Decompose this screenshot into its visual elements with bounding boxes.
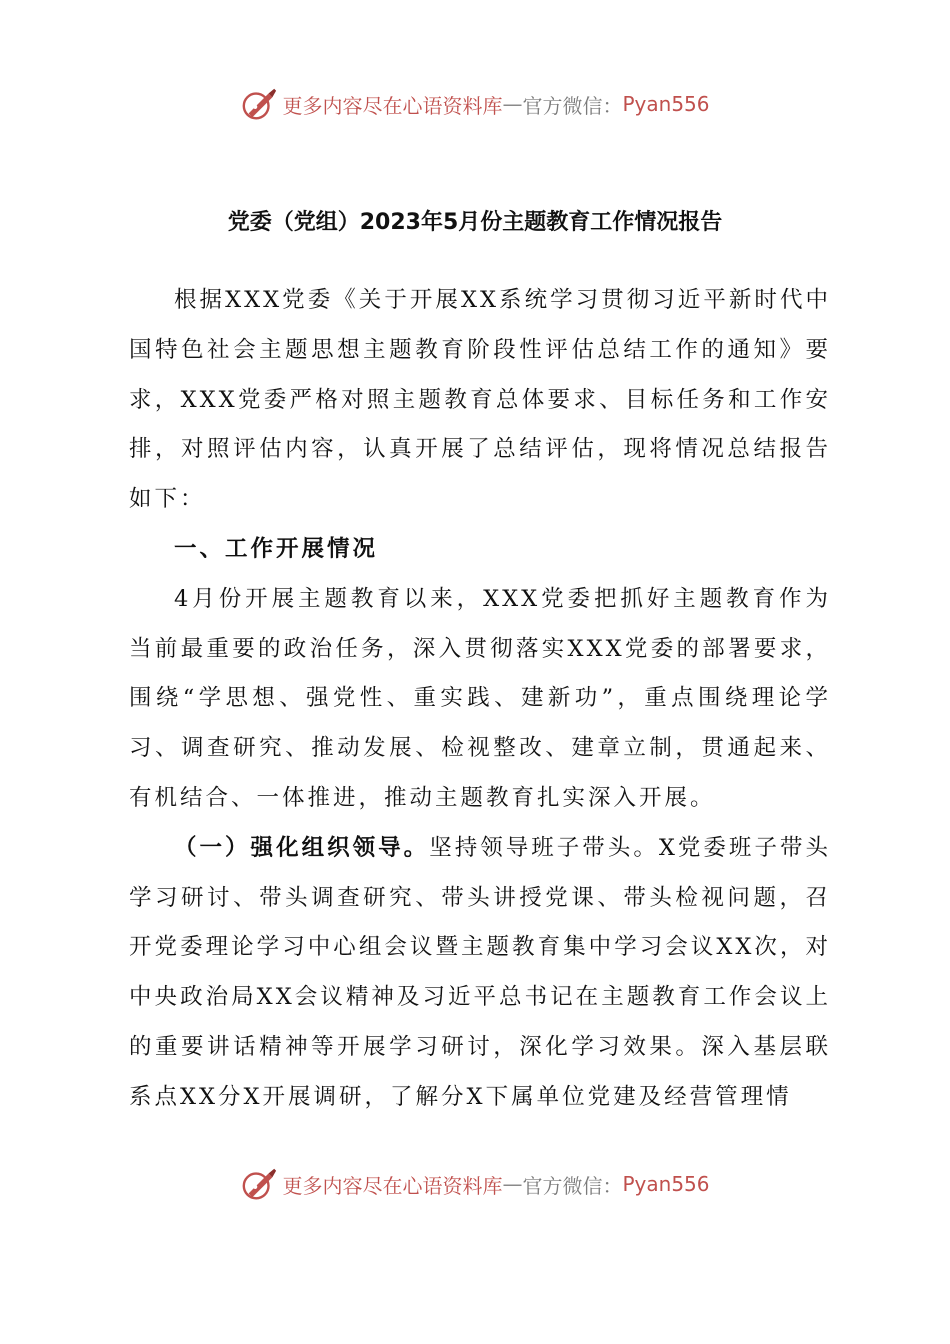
intro-paragraph: 根据XXX党委《关于开展XX系统学习贯彻习近平新时代中国特色社会主题思想主题教育阶段性评估总结工作的通知》要求，XXX党委严格对照主题教育总体要求、目标任务和工作安排，对照评估内容，认真开展了总结评估，现将情况总结报告如下： — [129, 287, 831, 513]
watermark-account: Pyan556 — [622, 92, 710, 116]
section-paragraph: 4月份开展主题教育以来，XXX党委把抓好主题教育作为当前最重要的政治任务，深入贯彻落实XXX党委的部署要求，围绕“学思想、强党性、重实践、建新功”，重点围绕理论学习、调查研究、推动发展、检视整改、建章立制，贯通起来、有机结合、一体推进，推动主题教育扎实深入开展。 — [129, 585, 831, 811]
watermark-banner-bottom — [0, 1162, 950, 1206]
watermark-main-text: 更多内容尽在心语资料库 — [282, 93, 503, 118]
watermark-label: 官方微信： — [522, 93, 623, 118]
watermark-main-text: 更多内容尽在心语资料库 — [282, 1173, 503, 1198]
watermark-label: 官方微信： — [522, 1173, 623, 1198]
document-title: 党委（党组）2023年5月份主题教育工作情况报告 — [227, 210, 723, 235]
section-heading: 一、工作开展情况 — [174, 535, 379, 562]
pen-logo-icon — [240, 85, 278, 123]
watermark-separator: — — [502, 1172, 523, 1196]
watermark-separator: — — [502, 92, 523, 116]
document-body — [129, 276, 831, 1123]
subsection-text: 坚持领导班子带头。X党委班子带头学习研讨、带头调查研究、带头讲授党课、带头检视问题，召开党委理论学习中心组会议暨主题教育集中学习会议XX次，对中央政治局XX会议精神及习近平总书记在主题教育工作会议上的重要讲话精神等开展学习研讨，深化学习效果。深入基层联系点XX分X开展调研，了解分X下属单位党建及经营管理情 — [129, 834, 831, 1110]
pen-logo-icon — [240, 1165, 278, 1203]
subsection-paragraph — [129, 824, 831, 1123]
watermark-banner-top — [0, 82, 950, 126]
watermark-account: Pyan556 — [622, 1172, 710, 1196]
subsection-lead: （一）强化组织领导。 — [174, 834, 430, 861]
